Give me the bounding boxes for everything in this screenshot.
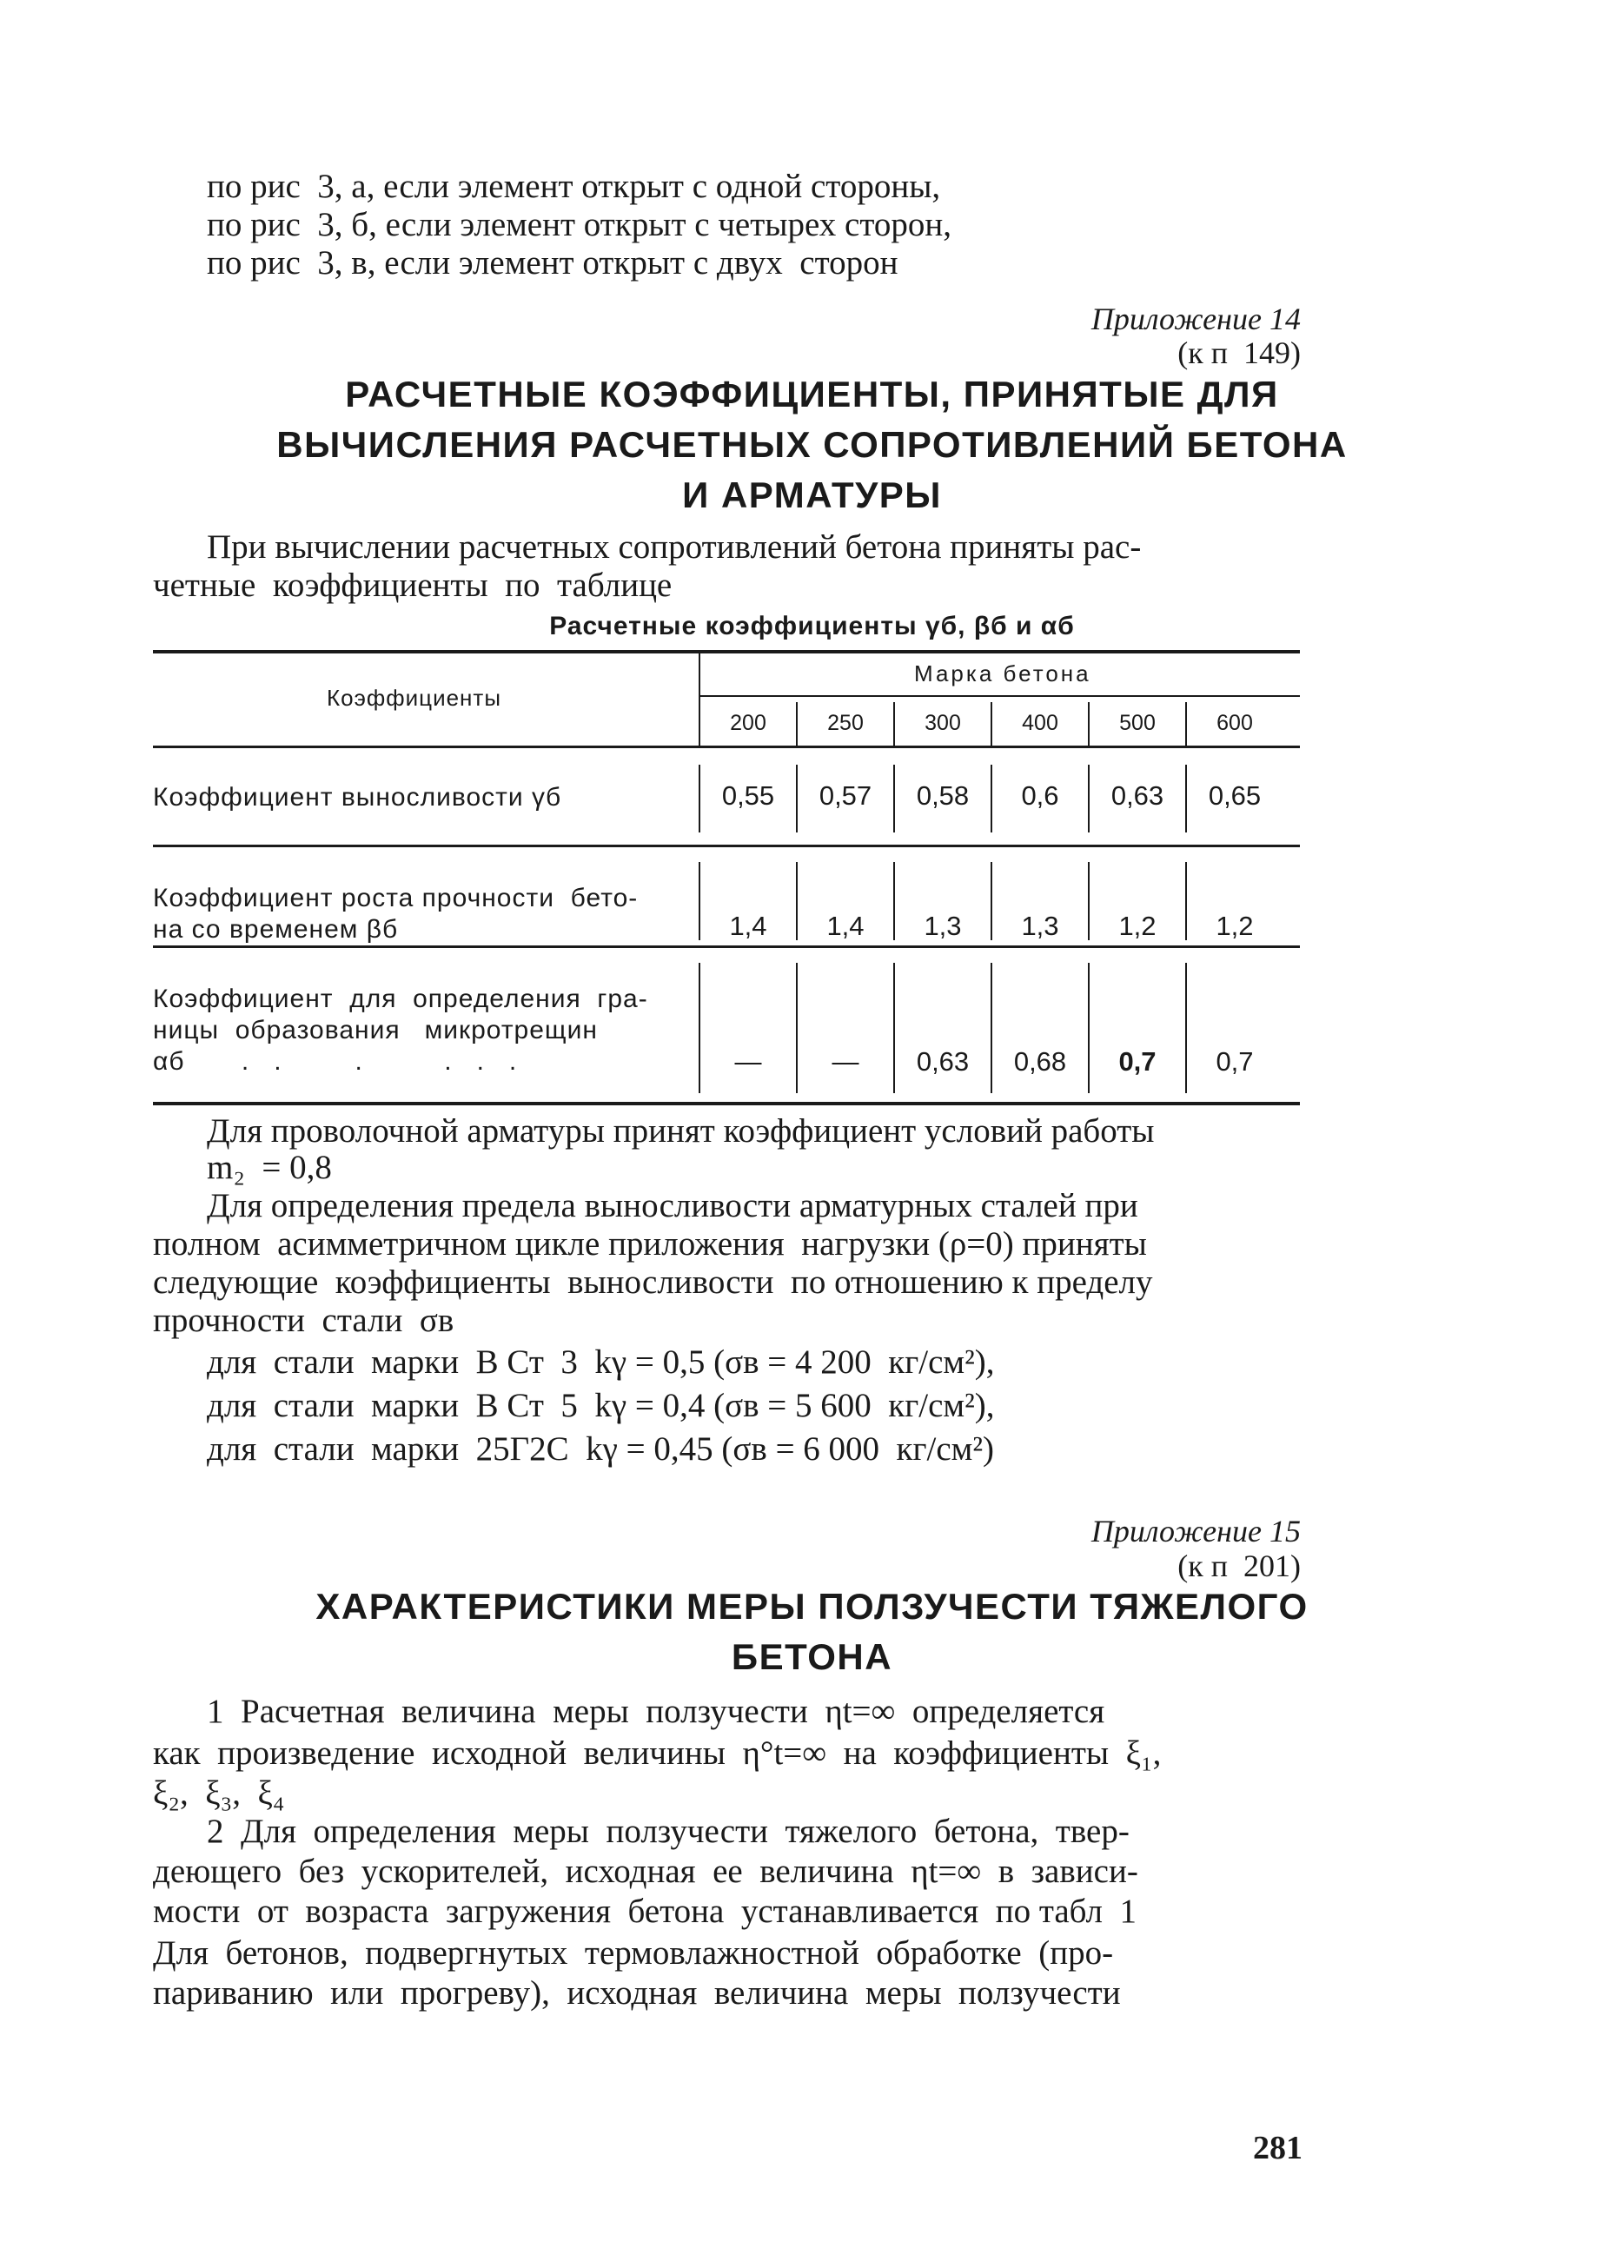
table-caption: Расчетные коэффициенты γб, βб и αб: [549, 612, 1075, 640]
coefficients-table: [153, 650, 1300, 1106]
grade-header: 500: [1119, 711, 1156, 735]
table-cell: 0,65: [1208, 780, 1262, 811]
appendix-ref: (к п 149): [1177, 335, 1301, 370]
table-cell: 1,2: [1216, 911, 1254, 941]
grade-header: 300: [925, 711, 961, 735]
paragraph-line: четные коэффициенты по таблице: [153, 567, 673, 604]
paragraph-line: При вычислении расчетных сопротивлений бетона приняты рас-: [207, 528, 1142, 566]
table-cell: 0,55: [721, 780, 775, 811]
row-label: αб . . . . . .: [153, 1047, 518, 1076]
formula-line: для стали марки 25Г2С kγ = 0,45 (σв = 6 000 кг/см²): [207, 1430, 995, 1468]
appendix-ref: (к п 201): [1177, 1548, 1301, 1583]
formula-line: для стали марки В Ст 5 kγ = 0,4 (σв = 5 600 кг/см²),: [207, 1387, 995, 1424]
section-title: РАСЧЕТНЫЕ КОЭФФИЦИЕНТЫ, ПРИНЯТЫЕ ДЛЯ: [345, 374, 1279, 414]
paragraph-line: 2 Для определения меры ползучести тяжелого бетона, твер-: [207, 1813, 1130, 1850]
section-title: БЕТОНА: [731, 1636, 893, 1677]
grade-header: 250: [827, 711, 864, 735]
paragraph-line: мости от возраста загружения бетона устанавливается по табл 1: [153, 1893, 1137, 1930]
appendix-label: Приложение 15: [1090, 1514, 1301, 1548]
row-label: Коэффициент выносливости γб: [153, 783, 562, 812]
text-line: по рис 3, б, если элемент открыт с четырех сторон,: [207, 206, 951, 243]
grade-header: 600: [1216, 711, 1253, 735]
table-cell: 0,63: [916, 1046, 970, 1077]
table-cell: 0,7: [1216, 1046, 1254, 1077]
paragraph-line: Для определения предела выносливости арматурных сталей при: [207, 1187, 1138, 1224]
table-cell: 0,6: [1021, 780, 1059, 811]
table-cell: —: [832, 1046, 859, 1077]
appendix-label: Приложение 14: [1090, 302, 1301, 336]
table-cell: 0,58: [916, 780, 970, 811]
table-cell: 0,63: [1110, 780, 1164, 811]
row-label: Коэффициент роста прочности бето-: [153, 884, 639, 912]
table-cell: 1,4: [729, 911, 767, 941]
paragraph-line: ξ₂, ξ₃, ξ₄: [153, 1774, 285, 1812]
paragraph-line: полном асимметричном цикле приложения нагрузки (ρ=0) приняты: [153, 1225, 1147, 1263]
section-title: И АРМАТУРЫ: [682, 474, 942, 515]
paragraph-line: следующие коэффициенты выносливости по отношению к пределу: [153, 1263, 1153, 1301]
paragraph-line: Для проволочной арматуры принят коэффициент условий работы: [207, 1112, 1155, 1150]
paragraph-line: париванию или прогреву), исходная величина меры ползучести: [153, 1974, 1121, 2012]
paragraph-line: m₂ = 0,8: [207, 1149, 332, 1186]
table-cell: 0,68: [1013, 1046, 1067, 1077]
table-cell: 0,57: [819, 780, 872, 811]
paragraph-line: как произведение исходной величины η°t=∞ на коэффициенты ξ₁,: [153, 1734, 1162, 1772]
row-label: Коэффициент для определения гра-: [153, 985, 648, 1013]
formula-line: для стали марки В Ст 3 kγ = 0,5 (σв = 4 200 кг/см²),: [207, 1343, 995, 1381]
row-label: ницы образования микротрещин: [153, 1016, 598, 1044]
paragraph-line: прочности стали σв: [153, 1302, 454, 1339]
table-cell: 1,3: [1021, 911, 1059, 941]
paragraph-line: деющего без ускорителей, исходная ее величина ηt=∞ в зависи-: [153, 1853, 1138, 1890]
table-cell: 1,3: [924, 911, 962, 941]
table-cell: 0,7: [1118, 1046, 1157, 1077]
table-cell: 1,4: [826, 911, 865, 941]
table-cell: —: [734, 1046, 762, 1077]
paragraph-line: 1 Расчетная величина меры ползучести ηt=∞ определяется: [207, 1693, 1105, 1730]
paragraph-line: Для бетонов, подвергнутых термовлажностной обработке (про-: [153, 1934, 1114, 1972]
table-cell: 1,2: [1118, 911, 1157, 941]
text-line: по рис 3, в, если элемент открыт с двух сторон: [207, 244, 898, 282]
column-group-header: Марка бетона: [914, 660, 1091, 686]
grade-header: 200: [730, 711, 766, 735]
grade-header: 400: [1022, 711, 1058, 735]
text-line: по рис 3, а, если элемент открыт с одной стороны,: [207, 168, 941, 205]
row-label: на со временем βб: [153, 915, 399, 944]
column-header-coefficients: Коэффициенты: [327, 685, 502, 711]
page-number: 281: [1253, 2130, 1303, 2166]
section-title: ХАРАКТЕРИСТИКИ МЕРЫ ПОЛЗУЧЕСТИ ТЯЖЕЛОГО: [315, 1586, 1309, 1627]
section-title: ВЫЧИСЛЕНИЯ РАСЧЕТНЫХ СОПРОТИВЛЕНИЙ БЕТОНА: [276, 424, 1348, 465]
